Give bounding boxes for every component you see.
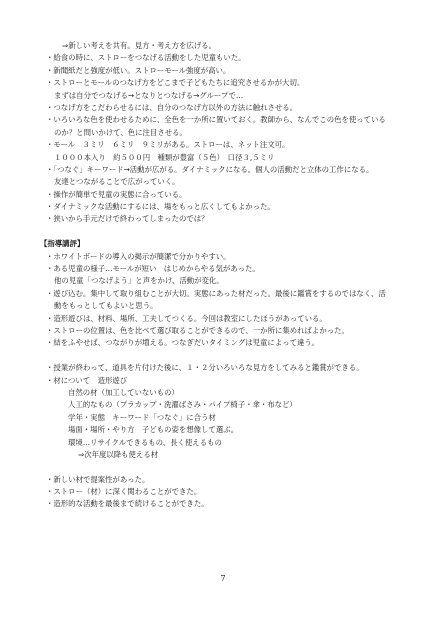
material-item: 学年・実態 キーワード「つなぐ」に合う材 <box>68 412 216 422</box>
spacer <box>40 226 420 238</box>
bullet-continuation: まずは自分でつなげる→となりとつなげる→グループで… <box>54 90 244 100</box>
bullet-item: ・「つなぐ」キーワード→活動が広がる。ダイナミックになる。個人の活動だと立体の工作になる。 <box>46 164 374 174</box>
bullet-continuation: １０００本入り 約５００円 種類が豊富（５色） 口径３,５ミリ <box>54 152 275 162</box>
bullet-item: ・つなげ方をこだわらせるには、自分のつなげ方以外の方法に触れさせる。 <box>46 102 298 112</box>
bullet-item: ・材について 造形遊び <box>46 375 128 385</box>
bullet-item: ・結をふやせば、つながりが増える。つなぎだいタイミングは児童によって違う。 <box>46 338 320 348</box>
bullet-item: ・モール ３ミリ ６ミリ ９ミリがある。ストローは、ネット注文可。 <box>46 140 290 150</box>
bullet-continuation: 動をもっとしてもよいと思う。 <box>54 301 158 311</box>
bullet-item: ・いろいろな色を使わせるために、全色を一か所に置いておく。教師から、なんでこの色を使っている <box>46 115 386 125</box>
page-number: 7 <box>220 574 226 583</box>
spacer <box>40 350 420 362</box>
arrow-note: ⇒新しい考えを共有。見方・考え方を広げる。 <box>62 41 217 50</box>
material-item: 場面・場所・やり方 子どもの姿を想像して選ぶ。 <box>68 425 239 435</box>
bullet-item: ・造形的な活動を最後まで続けることができた。 <box>46 499 209 509</box>
bullet-continuation: のか？と問いかけて、色に注目させる。 <box>54 127 187 137</box>
bullet-item: ・ストロー（材）に深く関わることができた。 <box>46 487 202 497</box>
bullet-item: ・造形遊びは、材料、場所、工夫してつくる。今回は教室にしたほうがあっている。 <box>46 313 327 323</box>
bullet-item: ・ホワイトボードの導入の掲示が簡潔で分かりやすい。 <box>46 251 231 261</box>
material-item: 人工的なもの（プラカップ・洗濯ばさみ・パイプ椅子・傘・布など） <box>68 400 297 410</box>
bullet-continuation: 友達とつながることで広がっていく。 <box>54 177 180 187</box>
bullet-item: ・ストローの位置は、色を比べて選び取ることができるので、一か所に集めればよかった。 <box>46 325 349 335</box>
bullet-item: ・新しい材で提案性があった。 <box>46 474 150 484</box>
document-body <box>40 40 420 511</box>
material-note: ⇒次年度以降も使える材 <box>78 449 159 459</box>
bullet-item: ・操作が簡単で児童の実態に合っている。 <box>46 189 187 199</box>
material-item: 環境…リサイクルできるもの、長く使えるもの <box>68 437 222 447</box>
bullet-item: ・ストローとモールのつなげ方をどこまで子どもたちに追究させるかが大切。 <box>46 78 305 88</box>
spacer <box>40 461 420 473</box>
bullet-item: ・ダイナミックな活動にするには、場をもっと広くしてもよかった。 <box>46 202 275 212</box>
material-item: 自然の材（加工していないもの） <box>68 387 179 397</box>
bullet-continuation: 他の児童「つなげよう」と声をかけ、活動が変化。 <box>54 276 224 286</box>
bullet-item: ・遊び込む。集中して取り組むことが大切。実態にあった材だった。最後に鑑賞をするのではなく、活 <box>46 288 386 298</box>
section-heading: 【指導講評】 <box>40 239 85 249</box>
bullet-item: ・授業が終わって、道具を片付けた後に、１・２分いろいろな見方をしてみると鑑賞ができる。 <box>46 363 364 373</box>
bullet-item: ・給食の時に、ストローをつなげる活動をした児童もいた。 <box>46 53 246 63</box>
bullet-item: ・ある児童の様子…モールが短い はじめからやる気があった。 <box>46 264 260 274</box>
bullet-item: ・狭いから手元だけで終わってしまったのでは？ <box>46 214 209 224</box>
bullet-item: ・新聞紙だと強度が低い。ストローモール強度が高い。 <box>46 65 231 75</box>
